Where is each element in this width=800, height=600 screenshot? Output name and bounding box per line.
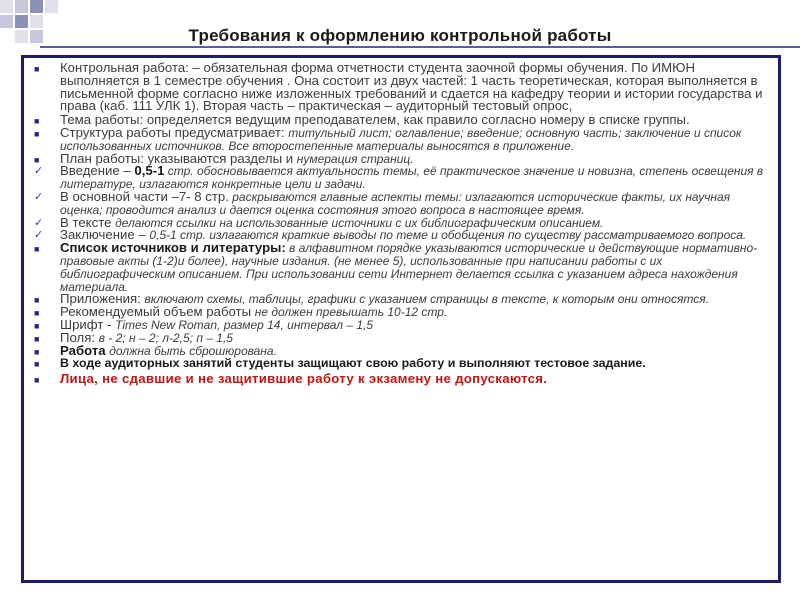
item-text: раскрываются главные аспекты темы: излагаются исторические факты, их научная оценка; проводится анализ и дается оценка состояния этого вопроса в настоящее время. [60,189,731,217]
item-text: Поля: [60,329,99,345]
list-item [30,124,775,153]
item-text: стр. обосновывается актуальность темы, её практическое значение и новизна, степень освещения в литературе, излагаются конкретные цели и задачи. [60,164,764,192]
item-text: В ходе аудиторных занятий студенты защищают свою работу и выполняют тестовое задание. [60,356,646,371]
item-text: нумерация страниц. [296,151,414,166]
item-text: Приложения: [60,291,145,307]
corner-square [15,30,28,43]
item-text: не должен превышать 10-12 стр. [254,305,448,320]
item-text: Контрольная работа: – обязательная форма отчетности студента заочной формы обучения. По ИМЮН выполняется в 1 семестре обучения . Она состоит из двух частей: 1 часть теоретическая, которая выполняется в письменной форме согласно ниже изложенных требований и сдается на кафедру теории и истории государства и права (каб. 111 УЛК 1). Вторая часть – практическая – аудиторный тестовый опрос, [60,60,763,114]
square-bullet-icon: ■ [34,359,40,370]
square-bullet-icon: ■ [34,295,40,306]
item-text: Times New Roman, размер 14, интервал – 1,5 [115,317,374,332]
item-text: Введение – [60,163,135,179]
item-text: В тексте [60,214,116,230]
square-bullet-icon: ■ [34,64,40,74]
item-text: включают схемы, таблицы, графики с указанием страницы в тексте, к которым они относятся. [144,292,709,307]
item-text: титульный лист; оглавление; введение; основную часть; заключение и список использованных источников. Все второстепенные материалы выносятся в приложение. [60,125,742,153]
checkmark-bullet-icon: ✓ [34,216,44,229]
requirements-list [30,62,775,386]
list-item [30,373,775,386]
title-rule [40,46,800,48]
item-text: Тема работы: определяется ведущим преподавателем, как правило согласно номеру в списке группы. [60,112,690,128]
item-text: Шрифт - [60,316,116,332]
list-item [30,188,775,217]
item-text: делаются ссылки на использованные источники с их библиографическим описанием. [115,215,604,230]
item-text: Рекомендуемый объем работы [60,304,255,320]
checkmark-bullet-icon: ✓ [34,229,44,242]
item-text: в алфавитном порядке указываются исторические и действующие нормативно-правовые акты (1-2)и более), научные издания. (не менее 5), использованные при написании работы с их библиографическим описанием. При использовании сети Интернет делается ссылка с указанием адреса нахождения материала. [60,241,758,294]
square-bullet-icon: ■ [34,333,40,344]
list-item [30,62,775,113]
item-text: 0,5-1 стр. излагаются краткие выводы по теме и обобщения по существу рассматриваемого вопроса. [149,228,747,243]
square-bullet-icon: ■ [34,154,40,165]
list-item [30,357,775,370]
corner-square [0,15,13,28]
corner-square [15,15,28,28]
list-item [30,242,775,293]
square-bullet-icon: ■ [34,116,40,127]
square-bullet-icon: ■ [34,128,40,139]
item-text: План работы: указываются разделы и [60,150,297,166]
list-item [30,165,775,191]
corner-square [30,0,43,13]
square-bullet-icon: ■ [34,346,40,357]
square-bullet-icon: ■ [34,375,40,386]
item-text: в - 2; н – 2; л-2,5; п – 1,5 [98,330,233,345]
item-text: В основной части –7- 8 стр. [60,188,229,204]
checkmark-bullet-icon: ✓ [34,165,44,178]
item-text: Работа [60,342,110,358]
item-text: Лица, не сдавшие и не защитившие работу к экзамену не допускаются. [60,371,548,387]
corner-square [15,0,28,13]
square-bullet-icon: ■ [34,320,40,331]
square-bullet-icon: ■ [34,244,40,255]
checkmark-bullet-icon: ✓ [34,190,44,203]
square-bullet-icon: ■ [34,308,40,319]
item-text: 0,5-1 [134,163,165,179]
item-text: Структура работы предусматривает: [60,124,289,140]
page-title: Требования к оформлению контрольной работы [188,26,612,45]
corner-square [0,0,13,13]
item-text: должна быть сброшюрована. [109,343,277,358]
item-text: Список источников и литературы: [60,240,286,256]
corner-square [45,0,58,13]
item-text: Заключение – [60,227,150,243]
